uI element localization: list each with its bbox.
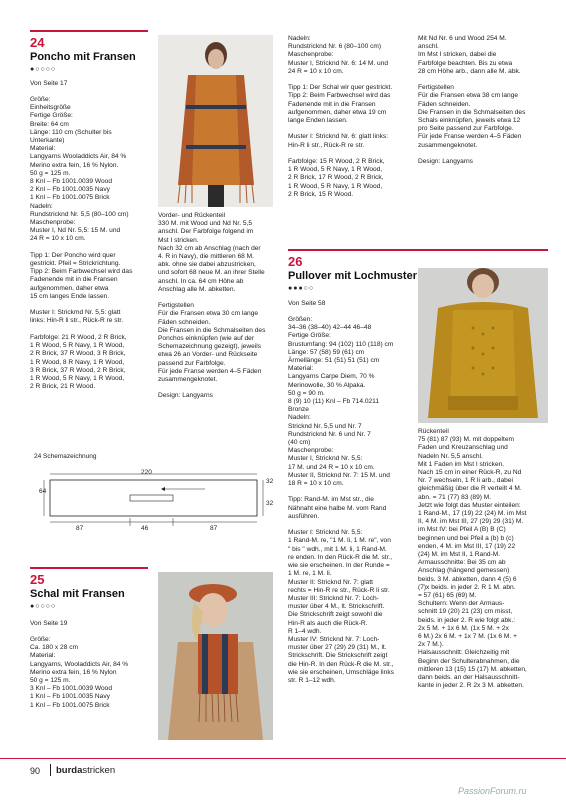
brand-rest: stricken <box>82 765 116 776</box>
sweater-instructions: Größen: 34–36 (38–40) 42–44 46–48 Fertige Größe: Brustumfang: 94 (102) 110 (118) cm Länge: 57 (58) 59 (61) cm Ärmellänge: 51 (51) 51 (51) cm Material: Langyarns Carpe Diem, 70 % Merinowolle, 30 % Alpaka. 50 g = 90 m. 8 (9) 10 (11) Knl – Fb 714.0211 Bronze Nadeln: Stricknd Nr. 5,5 und Nr. 7 Rundstricknd Nr. 6 und Nr. 7 (40 cm) Maschenprobe: Muster I, Stricknd Nr. 5,5: 17 M. und 24 R = 10 x 10 cm. Muster II, Stricknd Nr. 7: 15 M. und 18 R = 10 x 10 cm. Tipp: Rand-M. im Mst str., die Nähnaht eine halbe M. vom Rand ausführen. Muster I: Stricknd Nr. 5,5: 1 Rand-M. re, "1 M. li, 1 M. re", von " bis " wdh., mit 1 M. li, 1 Rand-M. re enden. In den Rück-R die M. str., wie sie erscheinen. In der Runde = 1 M. re, 1 M. li. Muster II: Stricknd Nr. 7: glatt rechts = Hin-R re str., Rück-R li str. Muster III: Stricknd Nr. 7: Loch- muster über 4 M., lt. Strickschrift. Die Strickschrift zeigt sowohl die Hin-R als auch die Rück-R. R 1–4 wdh. Muster IV: Stricknd Nr. 7: Loch- muster über 27 (29) 29 (31) M., lt. Strickschrift. Die Strickschrift zeigt die Hin-R. In den Rück-R die M. str., wie sie erscheinen, Umschläge links str. R 1–12 wdh. <box>288 316 394 684</box>
schema-lower-height-label: 32 <box>266 500 274 507</box>
project-title: Pullover mit Lochmuster <box>288 270 417 282</box>
brand-bold: burda <box>56 765 83 776</box>
section-divider <box>30 567 148 569</box>
scarf-photo <box>158 572 273 740</box>
footer-separator <box>50 764 51 776</box>
instructions-column-1: Größe: Einheitsgröße Fertige Größe: Breite: 64 cm Länge: 110 cm (Schulter bis Unterkante) Material: Langyarns Wooladdicts Air, 84 % Merino extra fein, 16 % Nylon. 50 g = 125 m. 8 Knl – Fb 1001.0039 Wood 2 Knl – Fb 1001.0035 Navy 1 Knl – Fb 1001.0075 Brick Nadeln: Rundstricknd Nr. 5,5 (80–100 cm) Maschenprobe: Muster I, Nd Nr. 5,5: 15 M. und 24 R = 10 x 10 cm. Tipp 1: Der Poncho wird quer gestrickt. Pfeil = Strickrichtung. Tipp 2: Beim Farbwechsel wird das Fadenende mit in die Fransen aufgenommen, daher etwa 15 cm langes Ende lassen. Muster I: Strickmd Nr. 5,5: glatt links: Hin-R li str., Rück-R re str. Farbfolge: 21 R Wood, 2 R Brick, 1 R Wood, 5 R Navy, 1 R Wood, 2 R Brick, 37 R Wood, 3 R Brick, 1 R Wood, 8 R Navy, 1 R Wood, 3 R Brick, 37 R Wood, 2 R Brick, 1 R Wood, 5 R Navy, 1 R Wood, 2 R Brick, 21 R Wood. <box>30 96 133 391</box>
page-reference: Von Seite 58 <box>288 300 326 307</box>
instructions-column-2: Vorder- und Rückenteil 330 M. mit Wood und Nd Nr. 5,5 anschl. Der Farbfolge folgend im Mst I stricken. Nach 32 cm ab Anschlag (nach der 4. R in Navy), die mittleren 68 M. abk. ohne sie dabei abzustricken, und sofort 68 neue M. an ihrer Stelle anschl. In ca. 64 cm Höhe ab Anschlag alle M. abketten. Fertigstellen Für die Fransen etwa 30 cm lange Fäden schneiden. Die Fransen in die Schmalseiten des Ponchos einknüpfen (wie auf der Schemazeichnung gezeigt), jeweils etwa 26 an Vorder- und Rückseite passend zur Farbfolge. Für jede Franse werden 4–5 Fäden zusammengeknotet. Design: Langyarns <box>158 212 266 400</box>
schema-left-width-label: 87 <box>76 525 84 532</box>
difficulty-rating: ●○○○○ <box>30 603 57 610</box>
sweater-back-instructions: Rückenteil 75 (81) 87 (93) M. mit doppeltem Faden und Kreuzanschlag und Nadeln Nr. 5,5 anschl. Mit 1 Faden im Mst I stricken. Nach 15 cm in einer Rück-R, zu Nd Nr. 7 wechseln, 1 R li arb., dabei gleichmäßig über die R verteilt 4 M. abn. = 71 (77) 83 (89) M. Jetzt wie folgt das Muster einteilen: 1 Rand-M., 17 (19) 22 (24) M. im Mst II, 4 M. im Mst III, 27 (29) 29 (31) M. im Mst IV: bei Pfeil A (B) B (C) beginnen und bei Pfeil a (b) b (c) enden, 4 M. im Mst III, 17 (19) 22 (24) M. im Mst II, 1 Rand-M. Armausschnitte: Bei 35 cm ab Anschlag (hängend gemessen) beids. 3 M. abketten, dann 4 (5) 6 (7)x beids. in jeder 2. R 1 M. abn. = 57 (61) 65 (69) M. Schultern: Wenn der Armaus- schnitt 19 (20) 21 (23) cm misst, beids. in jeder 2. R wie folgt abk.: 2x 5 M. + 1x 6 M. (1x 5 M. + 2x 6 M.) 2x 6 M. + 1x 7 M. (1x 6 M. + 2x 7 M.). Halsausschnitt: Gleichzeitig mit Beginn der Schulterabnahmen, die mittleren 13 (15) 15 (17) M. abketten, dann beids. an der Halsausschnitt- kante in jeder 2. R 2x 3 M. abketten. <box>418 428 527 690</box>
schema-middle-width-label: 46 <box>141 525 149 532</box>
sweater-illustration <box>418 268 548 423</box>
sweater-photo <box>418 268 548 423</box>
difficulty-rating: ●●●○○ <box>288 285 315 292</box>
watermark: PassionForum.ru <box>458 786 527 796</box>
footer-divider <box>0 758 566 759</box>
scarf-instructions: Größe: Ca. 180 x 28 cm Material: Langyarns, Wooladdicts Air, 84 % Merino extra fein, 16 % Nylon 50 g = 125 m. 3 Knl – Fb 1001.0039 Wood 1 Knl – Fb 1001.0035 Navy 1 Knl – Fb 1001.0075 Brick <box>30 636 129 709</box>
magazine-brand <box>56 765 115 776</box>
page-number: 90 <box>30 766 41 776</box>
project-number: 25 <box>30 572 45 587</box>
schema-width-label: 220 <box>141 469 152 476</box>
difficulty-rating: ●○○○○ <box>30 66 57 73</box>
project-title: Poncho mit Fransen <box>30 51 136 63</box>
project-number: 26 <box>288 254 303 269</box>
page-reference: Von Seite 17 <box>30 80 68 87</box>
schema-right-width-label: 87 <box>210 525 218 532</box>
page-reference: Von Seite 19 <box>30 620 68 627</box>
schema-height-label: 64 <box>39 488 47 495</box>
scarf-finishing: Mit Nd Nr. 6 und Wood 254 M. anschl. Im Mst I stricken, dabei die Farbfolge beachten. Bis zu etwa 28 cm Höhe arb., dann alle M. abk. Fertigstellen Für die Fransen etwa 38 cm lange Fäden schneiden. Die Fransen in die Schmalseiten des Schals einknüpfen, jeweils etwa 12 pro Seite passend zur Farbfolge. Für jede Franse werden 4–5 Fäden zusammengeknotet. Design: Langyarns <box>418 35 526 166</box>
schema-title: 24 Schemazeichnung <box>34 453 97 460</box>
scarf-illustration <box>158 572 273 740</box>
section-divider <box>288 249 548 251</box>
poncho-illustration <box>158 35 273 207</box>
schema-upper-height-label: 32 <box>266 478 274 485</box>
project-number: 24 <box>30 35 45 50</box>
schema-drawing <box>30 462 280 537</box>
project-title: Schal mit Fransen <box>30 588 125 600</box>
poncho-photo <box>158 35 273 207</box>
section-divider <box>30 30 148 32</box>
scarf-instructions-continued: Nadeln: Rundstricknd Nr. 6 (80–100 cm) Maschenprobe: Muster I, Stricknd Nr. 6: 14 M. und 24 R = 10 x 10 cm. Tipp 1: Der Schal wir quer gestrickt. Tipp 2: Beim Farbwechsel wird das Fadenende mit in die Fransen aufgenommen, daher etwa 19 cm lange Enden lassen. Muster I: Stricknd Nr. 6: glatt links: Hin-R li str., Rück-R re str. Farbfolge: 15 R Wood, 2 R Brick, 1 R Wood, 5 R Navy, 1 R Wood, 2 R Brick, 17 R Wood, 2 R Brick, 1 R Wood, 5 R Navy, 1 R Wood, 2 R Brick, 15 R Wood. <box>288 35 393 198</box>
